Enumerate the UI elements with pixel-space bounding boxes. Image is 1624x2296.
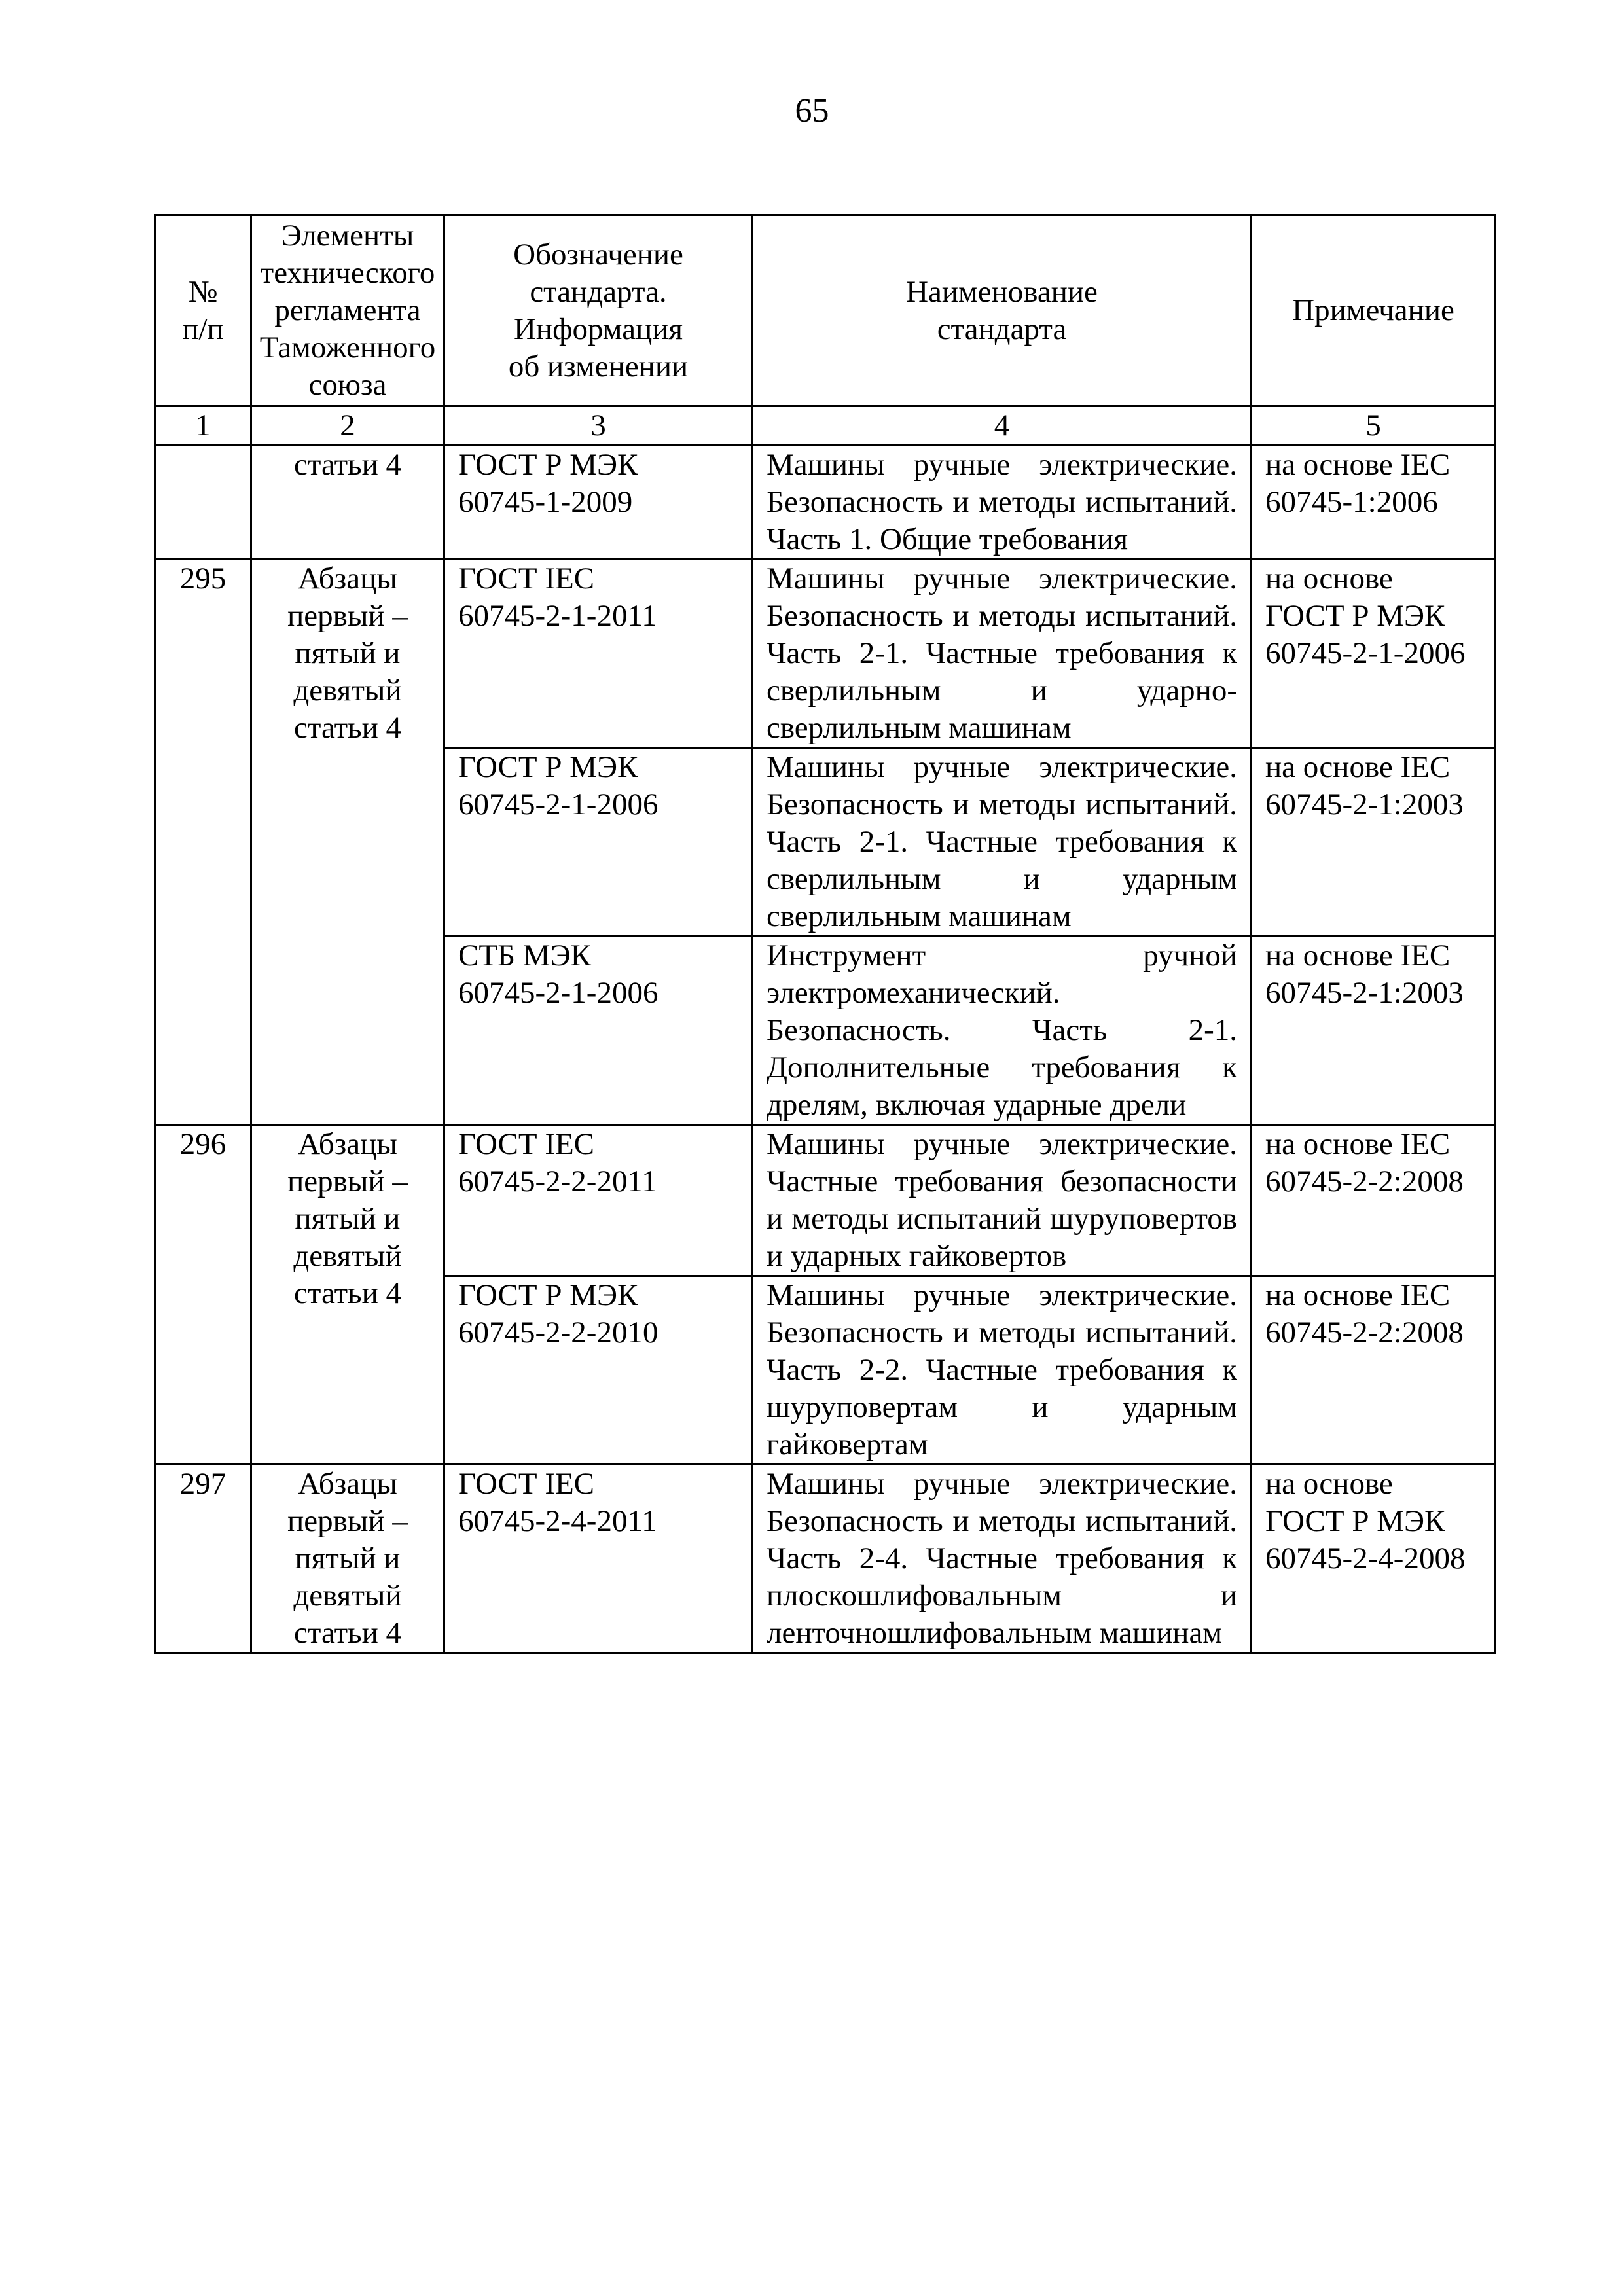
column-number: 2	[251, 406, 444, 446]
standard-note: на основе IEC 60745-1:2006	[1252, 446, 1496, 560]
table-row	[155, 1125, 1496, 1276]
standard-note: на основе IEC 60745-2-2:2008	[1252, 1276, 1496, 1465]
column-number: 5	[1252, 406, 1496, 446]
standard-name: Машины ручные электрические. Безопасность и методы испытаний. Часть 2-1. Частные требования к сверлильным и ударным сверлильным машинам	[753, 748, 1252, 937]
standard-name: Машины ручные электрические. Безопасность и методы испытаний. Часть 2-1. Частные требования к сверлильным и ударно-сверлильным машинам	[753, 560, 1252, 748]
table-header-row	[155, 215, 1496, 406]
column-number: 1	[155, 406, 251, 446]
standard-name: Машины ручные электрические. Безопасность и методы испытаний. Часть 2-2. Частные требования к шуруповертам и ударным гайковертам	[753, 1276, 1252, 1465]
table-row	[155, 560, 1496, 748]
row-number: 296	[155, 1125, 251, 1465]
standard-name: Машины ручные электрические. Частные требования безопасности и методы испытаний шуруповертов и ударных гайковертов	[753, 1125, 1252, 1276]
standard-designation: ГОСТ Р МЭК 60745-2-1-2006	[444, 748, 753, 937]
header-elements: Элементы технического регламента Таможенного союза	[251, 215, 444, 406]
standard-note: на основе IEC 60745-2-2:2008	[1252, 1125, 1496, 1276]
standard-designation: ГОСТ IEC 60745-2-4-2011	[444, 1465, 753, 1653]
row-element: Абзацы первый – пятый и девятый статьи 4	[251, 1125, 444, 1465]
row-element: Абзацы первый – пятый и девятый статьи 4	[251, 1465, 444, 1653]
column-number: 4	[753, 406, 1252, 446]
row-number	[155, 446, 251, 560]
header-number: № п/п	[155, 215, 251, 406]
row-element: Абзацы первый – пятый и девятый статьи 4	[251, 560, 444, 1125]
row-number: 297	[155, 1465, 251, 1653]
page-number: 65	[795, 92, 829, 130]
standard-note: на основе IEC 60745-2-1:2003	[1252, 937, 1496, 1125]
row-number: 295	[155, 560, 251, 1125]
standard-note: на основе ГОСТ Р МЭК 60745-2-1-2006	[1252, 560, 1496, 748]
standard-designation: ГОСТ IEC 60745-2-2-2011	[444, 1125, 753, 1276]
standard-note: на основе ГОСТ Р МЭК 60745-2-4-2008	[1252, 1465, 1496, 1653]
standard-note: на основе IEC 60745-2-1:2003	[1252, 748, 1496, 937]
standards-table	[154, 214, 1496, 1654]
standard-designation: ГОСТ Р МЭК 60745-2-2-2010	[444, 1276, 753, 1465]
standard-name: Инструмент ручной электромеханический. Безопасность. Часть 2-1. Дополнительные требования к дрелям, включая ударные дрели	[753, 937, 1252, 1125]
table-row	[155, 1465, 1496, 1653]
standard-name: Машины ручные электрические. Безопасность и методы испытаний. Часть 2-4. Частные требования к плоскошлифовальным и ленточношлифовальным машинам	[753, 1465, 1252, 1653]
header-designation: Обозначение стандарта. Информация об изменении	[444, 215, 753, 406]
column-number: 3	[444, 406, 753, 446]
standard-name: Машины ручные электрические. Безопасность и методы испытаний. Часть 1. Общие требования	[753, 446, 1252, 560]
standard-designation: ГОСТ Р МЭК 60745-1-2009	[444, 446, 753, 560]
row-element: статьи 4	[251, 446, 444, 560]
table-row	[155, 446, 1496, 560]
standard-designation: СТБ МЭК 60745-2-1-2006	[444, 937, 753, 1125]
header-name: Наименование стандарта	[753, 215, 1252, 406]
header-note: Примечание	[1252, 215, 1496, 406]
column-numbers-row	[155, 406, 1496, 446]
standard-designation: ГОСТ IEC 60745-2-1-2011	[444, 560, 753, 748]
